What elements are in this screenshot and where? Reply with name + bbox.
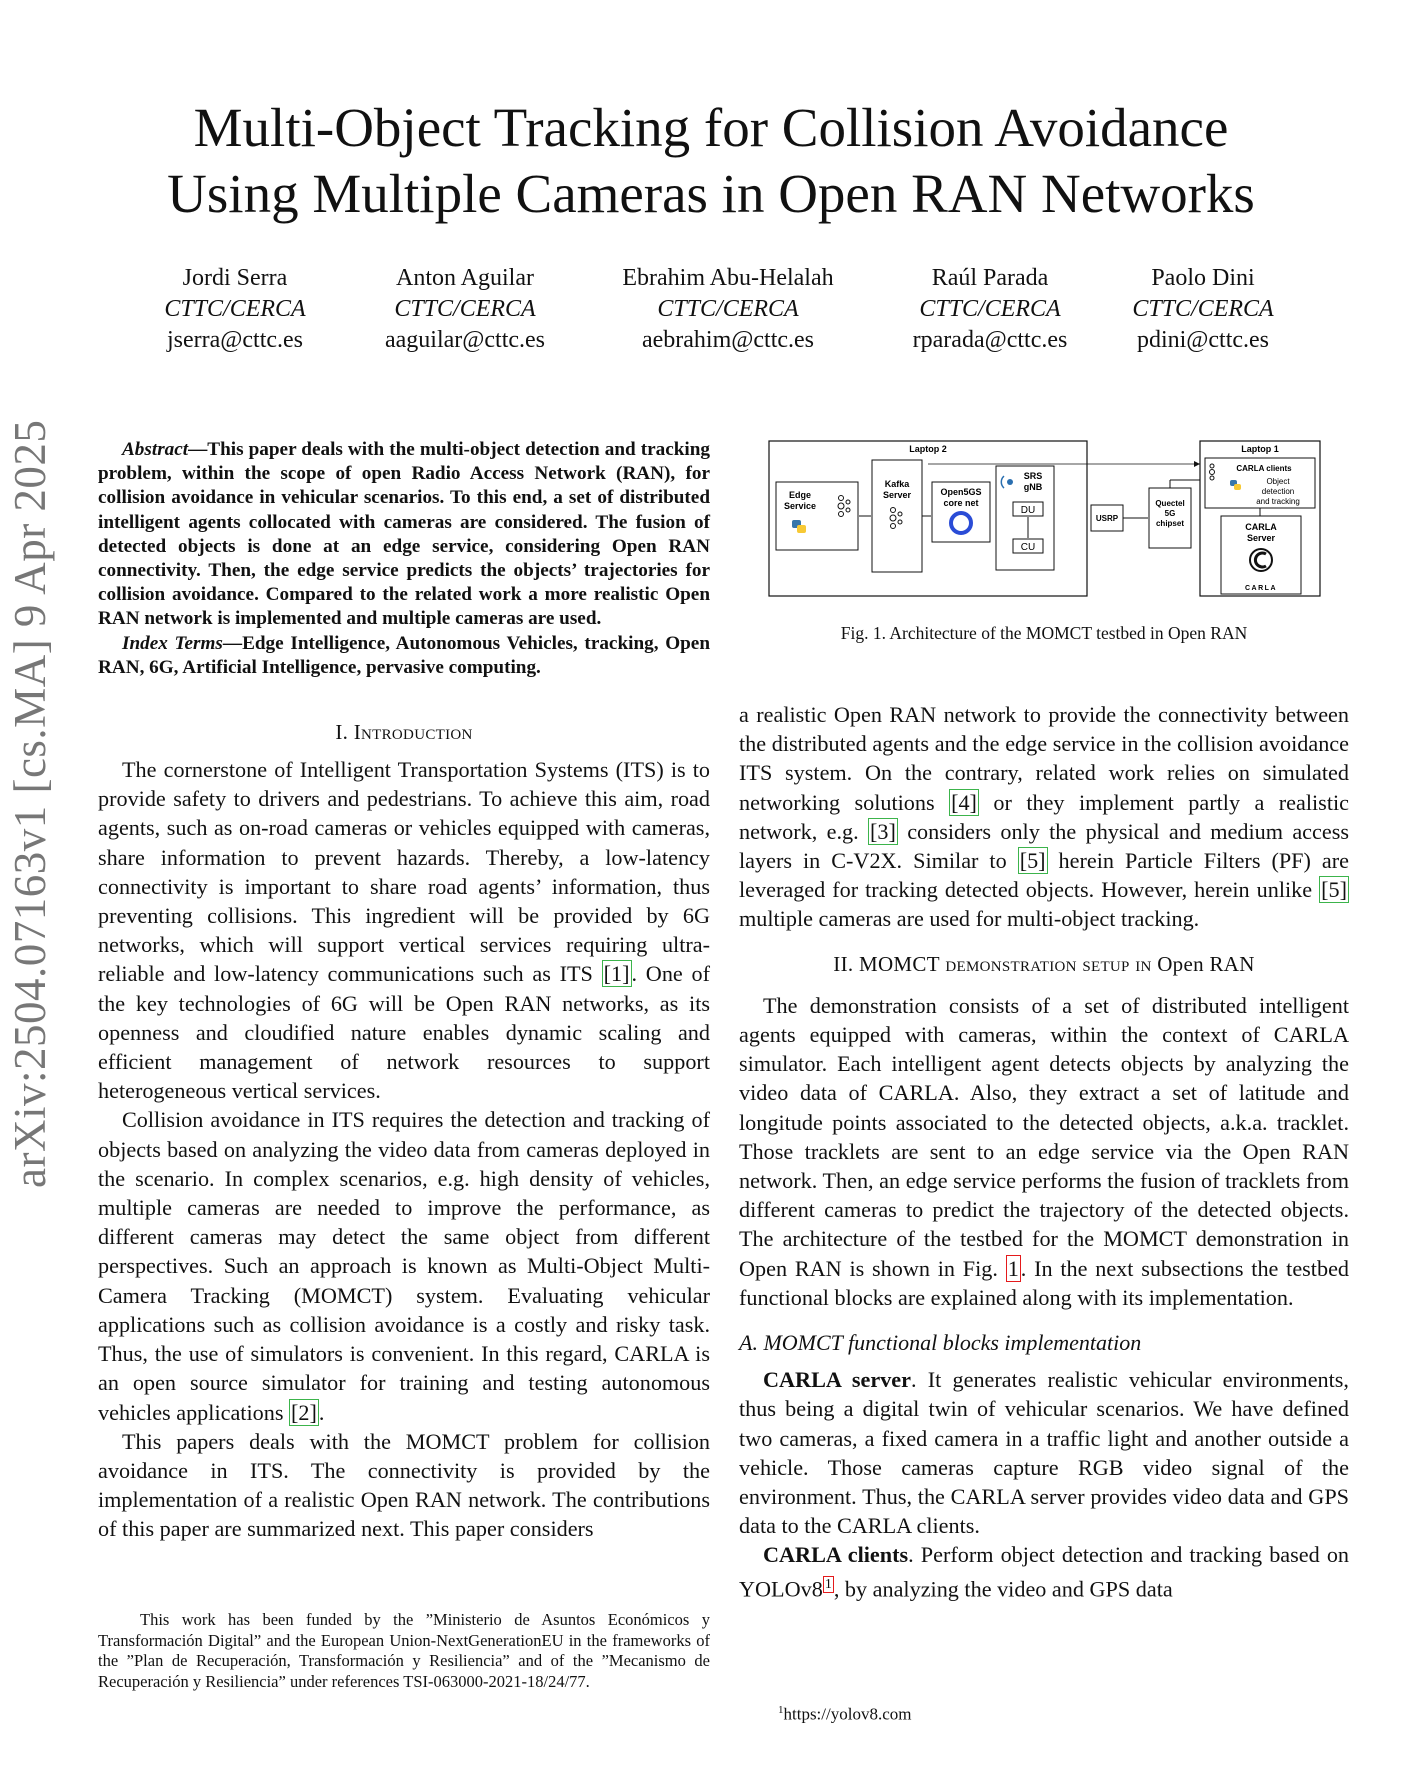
citation-link[interactable]: [2]: [291, 1399, 317, 1425]
cu-label: CU: [1020, 542, 1036, 553]
author-name: Anton Aguilar: [396, 265, 534, 291]
author-affiliation: CTTC/CERCA: [919, 296, 1061, 322]
arxiv-stamp: arXiv:2504.07163v1 [cs.MA] 9 Apr 2025: [5, 419, 55, 1188]
edge-service-label-1: Edge: [788, 490, 812, 500]
section-heading-introduction: I. Introduction: [335, 720, 473, 745]
author-name: Jordi Serra: [182, 265, 288, 291]
author-email[interactable]: pdini@cttc.es: [1136, 327, 1270, 353]
title-line-2: Using Multiple Cameras in Open RAN Networks: [167, 163, 1255, 224]
author-block: [370, 263, 560, 356]
right-column: [739, 700, 1349, 1603]
kafka-label-1: Kafka: [884, 479, 910, 489]
abstract: [98, 438, 710, 680]
author-block: [150, 263, 320, 356]
quectel-label-3: chipset: [1155, 519, 1185, 528]
abstract-text: —This paper deals with the multi-object detection and tracking problem, within the scope of open Radio Access Network (RAN), for collision avoidance in vehicular scenarios. To this end, a set of distributed intelligent agents collocated with cameras are considered. The fusion of detected objects is done at an edge service, considering Open RAN connectivity. Then, the edge service predicts the objects’ trajectories for collision avoidance. Compared to the related work a more realistic Open RAN network is implemented and multiple cameras are used.: [98, 439, 710, 630]
du-label: DU: [1020, 505, 1036, 516]
object-detection-label-2: detection: [1261, 487, 1295, 496]
author-name: Paolo Dini: [1151, 265, 1255, 291]
quectel-label-1: Quectel: [1155, 499, 1185, 508]
object-detection-label-1: Object: [1266, 477, 1290, 486]
carla-logo-text: CARLA: [1245, 585, 1277, 592]
carla-server-label-2: Server: [1246, 533, 1276, 543]
subsection-heading: A. MOMCT functional blocks implementation: [739, 1330, 1142, 1356]
paragraph: Collision avoidance in ITS requires the detection and tracking of objects based on analyzing the video data from cameras deployed in the scenario. In complex scenarios, e.g. high density of vehicles, multiple cameras are needed to improve the performance, as different cameras may detect the same object from different perspectives. Such an approach is known as Multi-Object Multi-Camera Tracking (MOMCT) system. Evaluating vehicular applications such as collision avoidance is a costly and risky task. Thus, the use of simulators is convenient. In this regard, CARLA is an open source simulator for training and testing autonomous vehicles applications [2].: [98, 1107, 710, 1425]
figure-caption: Fig. 1. Architecture of the MOMCT testbed in Open RAN: [840, 623, 1248, 643]
index-terms-label: Index Terms: [122, 632, 223, 654]
quectel-label-2: 5G: [1164, 509, 1176, 518]
kafka-icon: [1210, 464, 1215, 480]
edge-service-label-2: Service: [783, 501, 817, 511]
paragraph: CARLA server. It generates realistic vehicular environments, thus being a digital twin of vehicular scenarios. We have defined two cameras, a fixed camera in a traffic light and another outside a vehicle. Those cameras capture RGB video signal of the environment. Thus, the CARLA server provides video data and GPS data to the CARLA clients.: [739, 1367, 1349, 1539]
author-block: [895, 263, 1085, 356]
open5gs-logo-icon: [951, 513, 971, 533]
author-affiliation: CTTC/CERCA: [394, 296, 536, 322]
srs-label-2: gNB: [1023, 482, 1043, 492]
arrow-head: [1194, 461, 1200, 467]
title-line-1: Multi-Object Tracking for Collision Avoidance: [193, 97, 1229, 158]
author-email[interactable]: jserra@cttc.es: [166, 327, 304, 353]
paragraph: CARLA clients. Perform object detection and tracking based on YOLOv8 $^1$, by analyzing the video and GPS data: [739, 1542, 1350, 1602]
citation-link[interactable]: [5]: [1019, 848, 1046, 874]
introduction-body: [98, 755, 710, 1543]
author-block: [1118, 263, 1288, 356]
carla-server-label-1: CARLA: [1245, 522, 1277, 532]
section-heading-setup: II. MOMCT demonstration setup in Open RAN: [833, 951, 1255, 976]
citation-link[interactable]: [1]: [603, 961, 630, 987]
citation-link[interactable]: [3]: [869, 818, 896, 844]
citation-link[interactable]: [5]: [1321, 877, 1347, 903]
author-name: Raúl Parada: [931, 265, 1049, 291]
author-block: [598, 263, 858, 356]
author-email[interactable]: rparada@cttc.es: [912, 327, 1068, 353]
srs-logo-icon: [1001, 476, 1013, 488]
author-email[interactable]: aebrahim@cttc.es: [641, 327, 815, 353]
citation-link[interactable]: [4]: [951, 789, 977, 815]
carla-clients-label: CARLA clients: [1236, 464, 1292, 473]
yolo-url[interactable]: https://yolov8.com: [783, 1704, 912, 1724]
usrp-label: USRP: [1095, 514, 1119, 523]
author-affiliation: CTTC/CERCA: [164, 296, 306, 322]
open5gs-label-2: core net: [943, 498, 979, 508]
python-icon: [1230, 480, 1241, 490]
architecture-figure: [768, 440, 1323, 600]
kafka-icon: [838, 496, 850, 517]
kafka-server-box: [872, 460, 922, 572]
laptop2-label: Laptop 2: [909, 444, 947, 454]
author-name: Ebrahim Abu-Helalah: [622, 265, 834, 291]
figure-link[interactable]: 1: [1007, 1255, 1019, 1281]
author-affiliation: CTTC/CERCA: [657, 296, 799, 322]
quectel-box: [1149, 488, 1191, 548]
footnote-link[interactable]: 1: [824, 1576, 832, 1592]
funding-footnote: This work has been funded by the ”Ministerio de Asuntos Económicos y Transformación Digital” and the European Union-NextGenerationEU in the frameworks of the ”Plan de Recuperación, Transformación y Resiliencia” and of the ”Mecanismo de Recuperación y Resiliencia” under references TSI-063000-2021-18/24/77.: [98, 1610, 710, 1691]
abstract-label: Abstract: [122, 439, 189, 460]
python-icon: [792, 520, 806, 533]
kafka-label-2: Server: [882, 490, 912, 500]
author-email[interactable]: aaguilar@cttc.es: [384, 327, 546, 353]
yolo-footnote: $^1$https://yolov8.com: [778, 1704, 912, 1724]
paragraph: This papers deals with the MOMCT problem for collision avoidance in ITS. The connectivity is provided by the implementation of a realistic Open RAN network. The contributions of this paper are summarized next. This paper considers: [98, 1428, 710, 1542]
kafka-icon: [890, 508, 902, 529]
paragraph: The demonstration consists of a set of distributed intelligent agents equipped with cameras, within the context of CARLA simulator. Each intelligent agent detects objects by analyzing the video data of CARLA. Also, they extract a set of latitude and longitude points associated to the detected objects, a.k.a. tracklet. Those tracklets are sent to an edge service via the Open RAN network. Then, an edge service performs the fusion of tracklets from different cameras to predict the trajectory of the detected objects. The architecture of the testbed for the MOMCT demonstration in Open RAN is shown in Fig. 1. In the next subsections the testbed functional blocks are explained along with its implementation.: [739, 992, 1350, 1310]
left-column: [98, 438, 710, 1544]
paragraph: The cornerstone of Intelligent Transportation Systems (ITS) is to provide safety to drivers and pedestrians. To achieve this aim, road agents, such as on-road cameras or vehicles equipped with cameras, share information to prevent hazards. Thereby, a low-latency connectivity is important to share road agents’ information, thus preventing collisions. This ingredient will be provided by 6G networks, which will support vertical services requiring ultra-reliable and low-latency communications such as ITS [1]. One of the key technologies of 6G will be Open RAN networks, as its openness and cloudified nature enables dynamic scaling and efficient management of network resources to support heterogeneous vertical services.: [98, 757, 710, 1104]
paper-title: [80, 95, 1342, 227]
author-affiliation: CTTC/CERCA: [1132, 296, 1274, 322]
paragraph: a realistic Open RAN network to provide the connectivity between the distributed agents and the edge service in the collision avoidance ITS system. On the contrary, related work relies on simulated networking solutions [4] or they implement partly a realistic network, e.g. [3] considers only the physical and medium access layers in C-V2X. Similar to [5] herein Particle Filters (PF) are leveraged for tracking detected objects. However, herein unlike [5] multiple cameras are used for multi-object tracking.: [739, 702, 1349, 932]
laptop1-label: Laptop 1: [1241, 444, 1279, 454]
carla-logo-icon: [1250, 549, 1272, 571]
srs-label-1: SRS: [1023, 471, 1043, 481]
index-terms-text: —Edge Intelligence, Autonomous Vehicles, tracking, Open RAN, 6G, Artificial Intelligence, pervasive computing.: [98, 632, 710, 678]
object-detection-label-3: and tracking: [1256, 497, 1300, 506]
open5gs-label-1: Open5GS: [940, 487, 982, 497]
